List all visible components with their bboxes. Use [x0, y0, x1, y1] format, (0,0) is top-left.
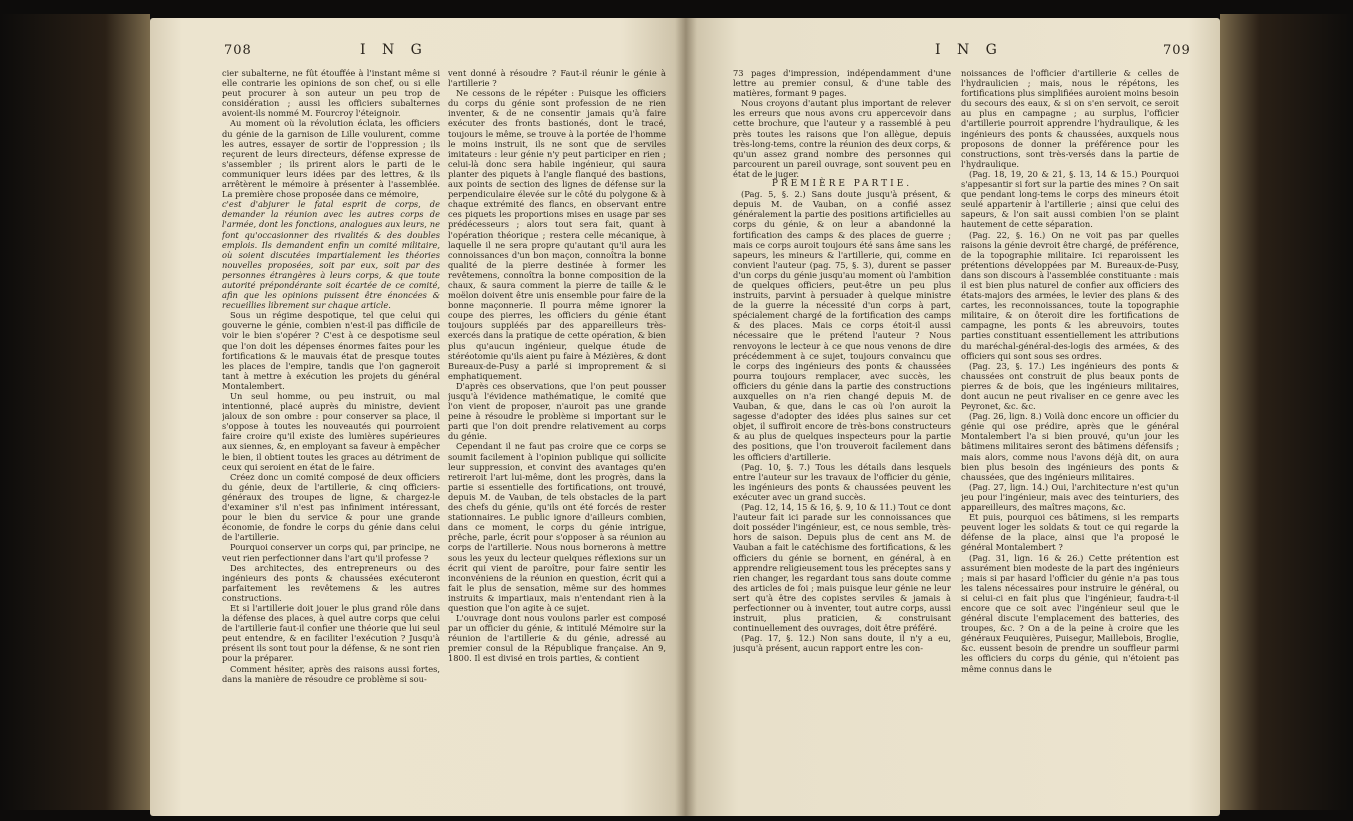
paragraph: Créez donc un comité composé de deux officiers du génie, deux de l'artillerie, & cinq officiers-généraux des troupes de ligne, & chargez-le d'examiner s'il n'est pas infiniment intéressant, pour le bien du service & pour une grande économie, de fondre le corps du génie dans celui de l'artillerie. [222, 471, 440, 543]
page-number-left: 708 [224, 43, 252, 58]
right-page [685, 18, 1220, 816]
paragraph: (Pag. 23, §. 17.) Les ingénieurs des ponts & chaussées ont construit de plus beaux ponts de pierres & de bois, que les ingénieurs militaires, dont aucun ne peut rivaliser en ce genre avec les Peyronet, &c. &c. [961, 360, 1179, 412]
book-gutter [675, 18, 697, 816]
left-column-1 [222, 68, 440, 808]
paragraph: (Pag. 17, §. 12.) Non sans doute, il n'y a eu, jusqu'à présent, aucun rapport entre les con- [733, 633, 951, 654]
page-number-right: 709 [1163, 43, 1191, 58]
paragraph: D'après ces observations, que l'on peut pousser jusqu'à l'évidence mathématique, le comité que l'on vient de proposer, n'auroit pas une grande peine à résoudre le problème si important sur le parti que l'on doit prendre relativement au corps du génie. [448, 380, 666, 442]
paragraph: (Pag. 10, §. 7.) Tous les détails dans lesquels entre l'auteur sur les travaux de l'officier du génie, les ingénieurs des ponts & chaussées peuvent les exécuter avec un grand succès. [733, 461, 951, 502]
left-column-2 [448, 68, 666, 808]
paragraph: (Pag. 18, 19, 20 & 21, §. 13, 14 & 15.) Pourquoi s'appesantir si fort sur la partie des mines ? On sait que pendant long-tems le corps des mineurs étoit seulé appartenir à l'artillerie ; ainsi que celui des sapeurs, & l'on sait aussi combien l'on se plaint hautement de cette séparation. [961, 168, 1179, 230]
running-title-right: I N G [935, 42, 1003, 58]
paragraph: Sous un régime despotique, tel que celui qui gouverne le génie, combien n'est-il pas difficile de voir le bien s'opérer ? C'est à ce despotisme seul que l'on doit les dépenses énormes faites pour les fortifications & le mauvais état de presque toutes les places de l'empire, tandis que l'on gagneroit tant à mettre à exécution les projets du général Montalembert. [222, 310, 440, 391]
section-heading: PREMIÈRE PARTIE. [771, 179, 913, 190]
paragraph: vent donné à résoudre ? Faut-il réunir le génie à l'artillerie ? [448, 68, 666, 89]
book-spread [150, 18, 1220, 816]
paragraph: Nous croyons d'autant plus important de relever les erreurs que nous avons cru appercevoir dans cette brochure, que l'auteur y a rassemblé à peu près toutes les raisons que l'on allègue, depuis très-long-tems, contre la réunion des deux corps, & qu'un assez grand nombre des personnes qui parcourent un pareil ouvrage, sont souvent peu en état de le juger. [733, 98, 951, 179]
paragraph: cier subalterne, ne fût étouffée à l'instant même si elle contrarie les opinions de son chef, ou si elle peut procurer à son auteur un peu trop de considération ; aussi les officiers subalternes avoient-ils nommé M. Fourcroy l'éteignoir. [222, 68, 440, 119]
paragraph: 73 pages d'impression, indépendamment d'une lettre au premier consul, & d'une table des matières, formant 9 pages. [733, 68, 951, 99]
book-edge-right [1220, 14, 1353, 810]
right-column-2 [961, 68, 1179, 808]
paragraph: Et si l'artillerie doit jouer le plus grand rôle dans la défense des places, à quel autre corps que celui de l'artillerie faut-il confier une théorie que lui seul peut entendre, & en faciliter l'exécution ? Jusqu'à présent ils sont tout pour la défense, & ne sont rien pour la préparer. [222, 602, 440, 664]
paragraph: Un seul homme, ou peu instruit, ou mal intentionné, placé auprès du ministre, devient jaloux de son ombre : pour conserver sa place, il s'oppose à toutes les nouveautés qui pourroient faire croire qu'il existe des lumières supérieures aux siennes, &, en employant sa faveur à empêcher le bien, il obtient toutes les graces au détriment de ceux qui seroient en état de le faire. [222, 391, 440, 472]
paragraph: Des architectes, des entrepreneurs ou des ingénieurs des ponts & chaussées exécuteront parfaitement les revêtemens & les autres constructions. [222, 562, 440, 603]
paragraph: Comment hésiter, après des raisons aussi fortes, dans la manière de résoudre ce problème si sou- [222, 663, 440, 684]
paragraph: (Pag. 22, §. 16.) On ne voit pas par quelles raisons la génie devroit être chargé, de préférence, de la topographie militaire. Ici reparoissent les prétentions développées par M. Bureaux-de-Pusy, dans son discours à l'assemblée constituante : mais il est bien plus naturel de confier aux officiers des états-majors des armées, le levier des plans & des cartes, les reconnoissances, toute la topographie militaire, & on ôteroit dire les fortifications de campagne, les ponts & les abreuvoirs, toutes parties constituant essentiellement les attributions du maréchal-général-des-logis des armées, & des officiers qui sont sous ses ordres. [961, 229, 1179, 361]
paragraph: (Pag. 26, lign. 8.) Voilà donc encore un officier du génie qui ose prédire, après que le général Montalembert l'a si bien prouvé, qu'un jour les bâtimens militaires seront des bâtimens défensifs ; mais alors, comme nous l'avons déjà dit, on aura bien plus besoin des ingénieurs des ponts & chaussées, que des ingénieurs militaires. [961, 411, 1179, 482]
paragraph: (Pag. 27, lign. 14.) Oui, l'architecture n'est qu'un jeu pour l'ingénieur, mais avec des teinturiers, des appareilleurs, des maîtres maçons, &c. [961, 481, 1179, 513]
paragraph: noissances de l'officier d'artillerie & celles de l'hydraulicien ; mais, nous le répétons, les fortifications plus simplifiées auroient moins besoin du secours des eaux, & si on s'en servoit, ce seroit au plus en campagne ; au surplus, l'officier d'artillerie pourroit apprendre l'hydraulique, & les ingénieurs des ponts & chaussées, auxquels nous proposons de donner la préférence pour les constructions, sont très-versés dans la partie de l'hydraulique. [961, 68, 1179, 169]
paragraph: Pourquoi conserver un corps qui, par principe, ne veut rien perfectionner dans l'art qu'il professe ? [222, 542, 440, 563]
paragraph: (Pag. 12, 14, 15 & 16, §. 9, 10 & 11.) Tout ce dont l'auteur fait ici parade sur les connoissances que doit posséder l'ingénieur, est, ce nous semble, très-hors de saison. Depuis plus de cent ans M. de Vauban a fait le catéchisme des fortifications, & les officiers du génie se bornent, en général, à en apprendre religieusement tous les préceptes sans y rien changer, les regardant tous sans doute comme des articles de foi ; mais puisque leur génie ne leur sert qu'à être des copistes serviles & jamais à perfectionner ou à inventer, tout autre corps, aussi instruit, plus praticien, & construisant continuellement des ouvrages, doit être préféré. [733, 502, 951, 634]
paragraph: L'ouvrage dont nous voulons parler est composé par un officier du génie, & intitulé Mémoire sur la réunion de l'artillerie & du génie, adressé au premier consul de la République française. An 9, 1800. Il est divisé en trois parties, & contient [448, 613, 666, 664]
paragraph: Cependant il ne faut pas croire que ce corps se soumit facilement à l'opinion publique qui sollicite leur suppression, et convint des avantages qu'en retireroit l'art lui-même, dont les progrès, dans la partie si essentielle des fortifications, ont trouvé, depuis M. de Vauban, de tels obstacles de la part des chefs du génie, qu'ils ont été forcés de rester stationnaires. Le public ignore d'ailleurs combien, dans ce moment, le corps du génie intrigue, prêche, parle, écrit pour s'opposer à sa réunion au corps de l'artillerie. Nous nous bornerons à mettre sous les yeux du lecteur quelques réflexions sur un écrit qui vient de paroître, pour faire sentir les inconvéniens de la réunion en question, écrit qui a fait le plus de sensation, même sur des hommes instruits & impartiaux, mais n'entendant rien à la question que l'on agite à ce sujet. [448, 441, 666, 613]
paragraph: (Pag. 5, §. 2.) Sans doute jusqu'à présent, & depuis M. de Vauban, on a confié assez généralement la partie des positions artificielles au corps du génie, & on leur a abandonné la fortification des camps & des places de guerre ; mais ce corps auroit toujours été sans âme sans les sapeurs, les mineurs & l'artillerie, qui, comme en convient l'auteur (pag. 75, §. 3), durent se passer d'un corps du génie jusqu'au moment où l'ambition de quelques officiers, peut-être un peu plus instruits, parvint à persuader à quelque ministre de la guerre la nécessité d'un corps à part, spécialement chargé de la fortification des camps & des places. Mais ce corps étoit-il aussi nécessaire que le prétend l'auteur ? Nous renvoyons le lecteur à ce que nous venons de dire précédemment à ce sujet, toujours convaincu que le corps des ingénieurs des ponts & chaussées pourra toujours remplacer, avec succès, les officiers du génie dans la partie des constructions auxquelles on n'a rien changé depuis M. de Vauban, & que, dans le cas où l'on auroit la sagesse d'adopter des idées plus saines sur cet objet, il suffiroit encore de très-bons constructeurs & au plus de quelques inspecteurs pour la partie des positions, que l'on trouveroit facilement dans les officiers d'artillerie. [733, 189, 951, 462]
paragraph: c'est d'abjurer le fatal esprit de corps, de demander la réunion avec les autres corps de l'armée, dont les fonctions, analogues aux leurs, ne font qu'occasionner des rivalités & des doubles emplois. Ils demandent enfin un comité militaire, où soient discutées impartialement les théories nouvelles proposées, soit par eux, soit par des personnes étrangères à leurs corps, & que toute autorité prépondérante soit écartée de ce comité, afin que les opinions puissent être énoncées & recueillies librement sur chaque article. [222, 199, 440, 311]
book-edge-left [0, 14, 150, 810]
right-column-1 [733, 68, 951, 808]
paragraph: (Pag. 31, lign. 16 & 26.) Cette prétention est assurément bien modeste de la part des ingénieurs ; mais si par hasard l'officier du génie n'a pas tous les talens nécessaires pour instruire le général, ou si celui-ci en fait plus que l'ingénieur, faudra-t-il encore que ce soit avec l'ingénieur seul que le général discute l'emplacement des batteries, des troupes, &c. ? On a de la peine à croire que les généraux Feuquières, Puisegur, Maillebois, Broglie, &c. eussent besoin de prendre un souffleur parmi les officiers du corps du génie, qui n'étoient pas même connus dans le [961, 552, 1179, 674]
left-page [150, 18, 685, 816]
paragraph: Au moment où la révolution éclata, les officiers du génie de la garnison de Lille voulurent, comme les autres, essayer de sortir de l'oppression ; ils reçurent de leurs directeurs, défense expresse de s'assembler ; ils prirent alors le parti de le communiquer leurs idées par des lettres, & ils arrêtèrent le mémoire à présenter à l'assemblée. La première chose proposée dans ce mémoire, [222, 118, 440, 200]
paragraph: Et puis, pourquoi ces bâtimens, si les remparts peuvent loger les soldats & tout ce qui regarde la défense de la place, ainsi que l'a proposé le général Montalembert ? [961, 512, 1179, 553]
running-title-left: I N G [360, 42, 428, 58]
paragraph: Ne cessons de le répéter : Puisque les officiers du corps du génie sont profession de ne rien inventer, & de ne consentir jamais qu'à faire exécuter des fronts bastionés, dont le tracé, toujours le même, se trouve à la portée de l'homme le moins instruit, ils ne sont que de serviles imitateurs : leur génie n'y peut participer en rien ; celui-là donc sera habile ingénieur, qui saura planter des piquets à l'angle flanqué des bastions, aux points de section des lignes de défense sur la perpendiculaire élevée sur le côté du polygone & à chaque extrémité des flancs, en observant entre ces piquets les proportions mises en usage par ses prédécesseurs ; alors tout sera fait, quant à l'opération théorique ; restera celle mécanique, à laquelle il ne sera propre qu'autant qu'il aura les connoissances d'un bon maçon, connoîtra la bonne qualité de la pierre destinée à former les revêtemens, connoîtra la bonne composition de la chaux, & saura comment la pierre de taille & le moëlon doivent être unis ensemble pour faire de la bonne maçonnerie. Il pourra même ignorer la coupe des pierres, les officiers du génie étant toujours suppléés par des appareilleurs très-exercés dans la pratique de cette opération, & bien plus qu'aucun ingénieur, quelque étude de stéréotomie qu'ils aient pu faire à Mézières, & dont Bureaux-de-Pusy a parlé si improprement & si emphatiquement. [448, 88, 666, 381]
